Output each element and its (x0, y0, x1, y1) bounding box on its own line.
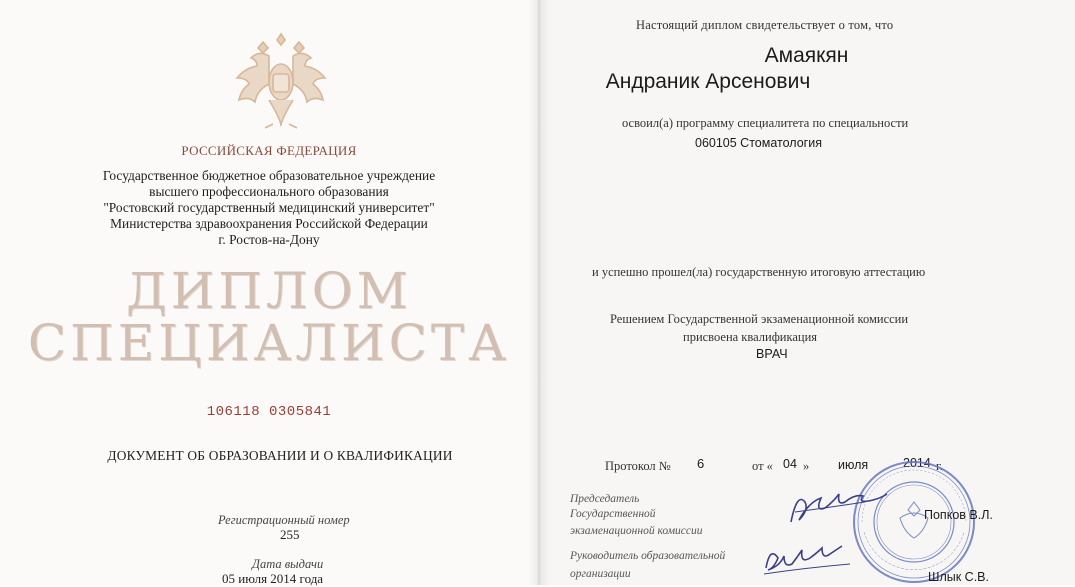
protocol-date-close: » (803, 459, 810, 473)
coat-of-arms-emblem (233, 30, 329, 130)
diploma-title-line-2: СПЕЦИАЛИСТА (27, 314, 511, 372)
country-name: РОССИЙСКАЯ ФЕДЕРАЦИЯ (181, 143, 357, 158)
serial-number: 106118 0305841 (206, 404, 332, 420)
protocol-year-suffix: г. (936, 459, 943, 473)
head-name: Шлык С.В. (928, 570, 989, 584)
head-signature (760, 540, 855, 580)
protocol-year: 2014 (903, 456, 931, 470)
qualification: ВРАЧ (756, 347, 788, 361)
program-text: освоил(а) программу специалитета по специальности (622, 116, 909, 130)
specialty: 060105 Стоматология (695, 136, 822, 150)
head-title-line-1: Руководитель образовательной (570, 550, 726, 562)
registration-label: Регистрационный номер (218, 513, 350, 527)
protocol-number: 6 (697, 456, 705, 471)
document-type: ДОКУМЕНТ ОБ ОБРАЗОВАНИИ И О КВАЛИФИКАЦИИ (107, 448, 453, 463)
protocol-day: 04 (783, 457, 797, 471)
chair-title-line-3: экзаменационной комиссии (570, 525, 703, 537)
chair-name: Попков В.Л. (924, 508, 993, 522)
chair-title-line-2: Государственной (570, 508, 656, 520)
registration-number: 255 (280, 527, 300, 542)
chair-signature (785, 482, 895, 532)
graduate-surname: Амаякян (764, 44, 849, 67)
decision-line-2: присвоена квалификация (683, 330, 818, 344)
chair-title-line-1: Председатель (570, 493, 640, 505)
attestation-text: и успешно прошел(ла) государственную итоговую аттестацию (592, 265, 926, 279)
institution-line-2: высшего профессионального образования (149, 184, 389, 199)
decision-line-1: Решением Государственной экзаменационной комиссии (610, 312, 909, 326)
issue-date: 05 июля 2014 года (222, 571, 324, 586)
institution-line-5: г. Ростов-на-Дону (218, 232, 320, 247)
diploma-title-line-1: ДИПЛОМ (126, 262, 412, 320)
institution-line-4: Министерства здравоохранения Российской Федерации (110, 216, 428, 231)
protocol-month: июля (838, 458, 869, 472)
certification-intro: Настоящий диплом свидетельствует о том, что (636, 18, 894, 32)
institution-line-1: Государственное бюджетное образовательное учреждение (102, 168, 436, 183)
institution-line-3: "Ростовский государственный медицинский университет" (103, 200, 435, 215)
protocol-date-open: от « (752, 459, 773, 473)
issue-date-label: Дата выдачи (252, 557, 324, 571)
head-title-line-2: организации (570, 568, 631, 580)
graduate-given-names: Андраник Арсенович (605, 70, 811, 93)
protocol-label: Протокол № (605, 459, 671, 473)
